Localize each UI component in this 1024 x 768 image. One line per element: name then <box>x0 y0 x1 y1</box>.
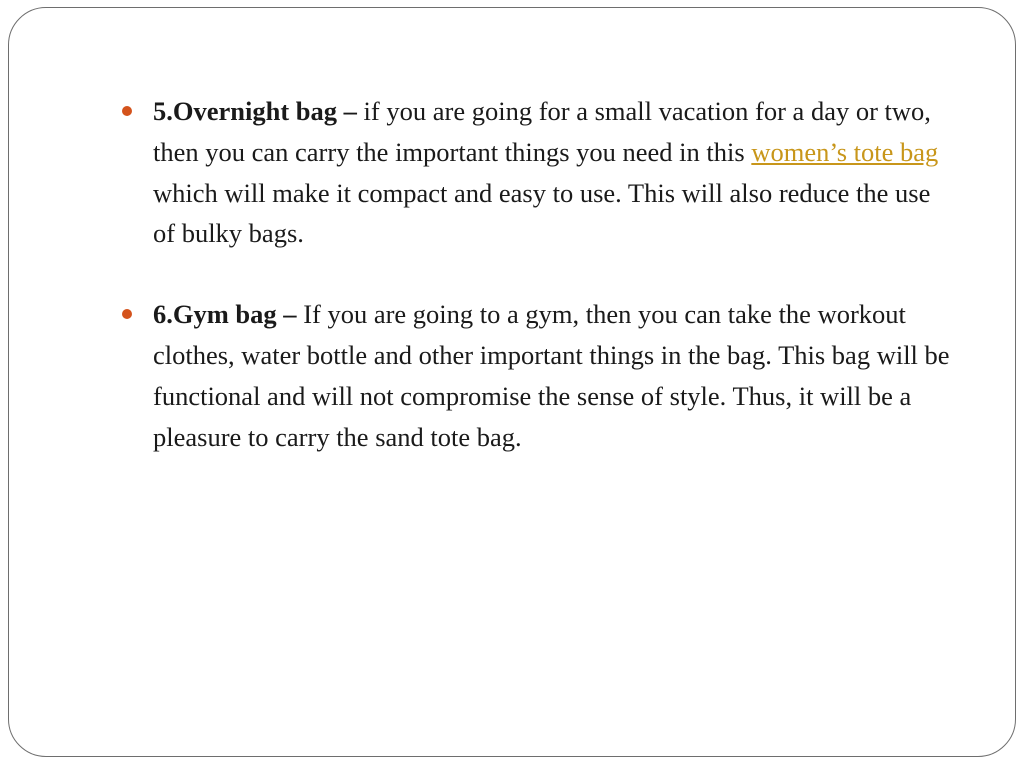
bullet-list <box>122 91 952 497</box>
bullet-dot-icon <box>122 309 132 319</box>
tote-bag-link[interactable]: women’s tote bag <box>751 136 939 167</box>
item-text: if you are going for a small vacation for a day or two, then you can carry the important things you need in this <box>153 96 931 167</box>
slide-frame <box>8 7 1016 757</box>
bullet-item-gym-bag <box>122 294 952 457</box>
item-heading: 6.Gym bag – <box>153 299 297 330</box>
bullet-item-overnight-bag <box>122 91 952 254</box>
item-heading: 5.Overnight bag – <box>153 96 357 126</box>
item-text: which will make it compact and easy to use. This will also reduce the use of bulky bags. <box>153 177 931 249</box>
bullet-dot-icon <box>122 106 132 116</box>
item-text: If you are going to a gym, then you can take the workout clothes, water bottle and other important things in the bag. This bag will be functional and will not compromise the sense of style. Thus, it will be a pleasure to carry the sand tote bag. <box>153 299 950 452</box>
